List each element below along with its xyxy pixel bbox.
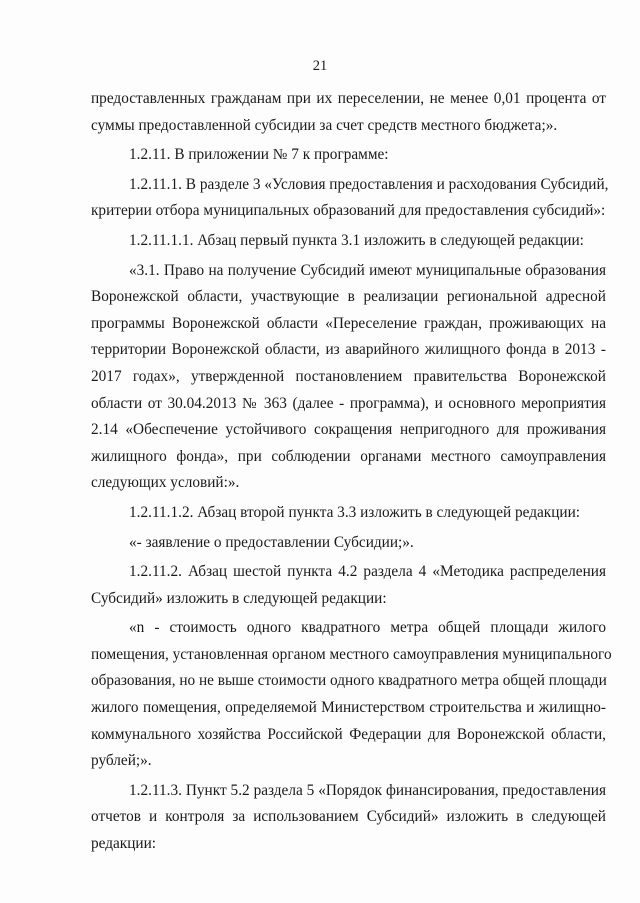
text-line: области от 30.04.2013 № 363 (далее - программа), и основного мероприятия bbox=[91, 394, 606, 412]
text-line: «- заявление о предоставлении Субсидии;». bbox=[129, 533, 414, 551]
text-line: Воронежской области, участвующие в реализации региональной адресной bbox=[91, 288, 606, 306]
text-line: жилищного фонда», при соблюдении органами местного самоуправления bbox=[91, 447, 606, 465]
paragraph bbox=[91, 86, 606, 139]
paragraph bbox=[91, 500, 606, 527]
text-line: помещения, установленная органом местного самоуправления муниципального bbox=[91, 645, 612, 663]
text-line: 1.2.11.1.2. Абзац второй пункта 3.3 изложить в следующей редакции: bbox=[129, 503, 581, 521]
page-number: 21 bbox=[312, 58, 328, 74]
text-line: 1.2.11.2. Абзац шестой пункта 4.2 раздела 4 «Методика распределения bbox=[129, 563, 606, 581]
text-line: редакции: bbox=[91, 835, 157, 853]
text-line: «n - стоимость одного квадратного метра общей площади жилого bbox=[129, 619, 606, 637]
text-line: образования, но не выше стоимости одного квадратного метра общей площади bbox=[91, 672, 607, 690]
text-line: «3.1. Право на получение Субсидий имеют муниципальные образования bbox=[129, 261, 606, 279]
text-line: критерии отбора муниципальных образований для предоставления субсидий»: bbox=[91, 202, 606, 220]
paragraph bbox=[91, 172, 609, 225]
text-line: территории Воронежской области, из аварийного жилищного фонда в 2013 - bbox=[91, 341, 606, 359]
text-line: программы Воронежской области «Переселение граждан, проживающих на bbox=[91, 314, 606, 332]
text-line: 1.2.11.1.1. Абзац первый пункта 3.1 изложить в следующей редакции: bbox=[129, 231, 584, 249]
text-line: 1.2.11.1. В разделе 3 «Условия предоставления и расходования Субсидий, bbox=[129, 175, 609, 193]
text-line: суммы предоставленной субсидии за счет средств местного бюджета;». bbox=[91, 116, 558, 134]
text-line: предоставленных гражданам при их переселении, не менее 0,01 процента от bbox=[91, 90, 606, 107]
paragraph bbox=[91, 559, 606, 612]
text-line: жилого помещения, определяемой Министерством строительства и жилищно- bbox=[91, 699, 606, 717]
document-body bbox=[91, 86, 612, 861]
text-line: рублей;». bbox=[91, 752, 152, 770]
paragraph bbox=[91, 530, 606, 557]
paragraph bbox=[91, 615, 612, 775]
text-line: 1.2.11.3. Пункт 5.2 раздела 5 «Порядок финансирования, предоставления bbox=[129, 781, 606, 799]
text-line: 1.2.11. В приложении № 7 к программе: bbox=[129, 146, 389, 164]
text-line: 2017 годах», утвержденной постановлением правительства Воронежской bbox=[91, 367, 606, 385]
text-line: коммунального хозяйства Российской Федерации для Воронежской области, bbox=[91, 725, 606, 743]
text-line: Субсидий» изложить в следующей редакции: bbox=[91, 589, 387, 607]
paragraph bbox=[91, 258, 606, 497]
paragraph bbox=[91, 142, 606, 169]
text-line: 2.14 «Обеспечение устойчивого сокращения непригодного для проживания bbox=[91, 421, 606, 439]
paragraph bbox=[91, 778, 606, 858]
text-line: следующих условий:». bbox=[91, 474, 240, 492]
text-line: отчетов и контроля за использованием Субсидий» изложить в следующей bbox=[91, 808, 606, 826]
paragraph bbox=[91, 228, 606, 255]
